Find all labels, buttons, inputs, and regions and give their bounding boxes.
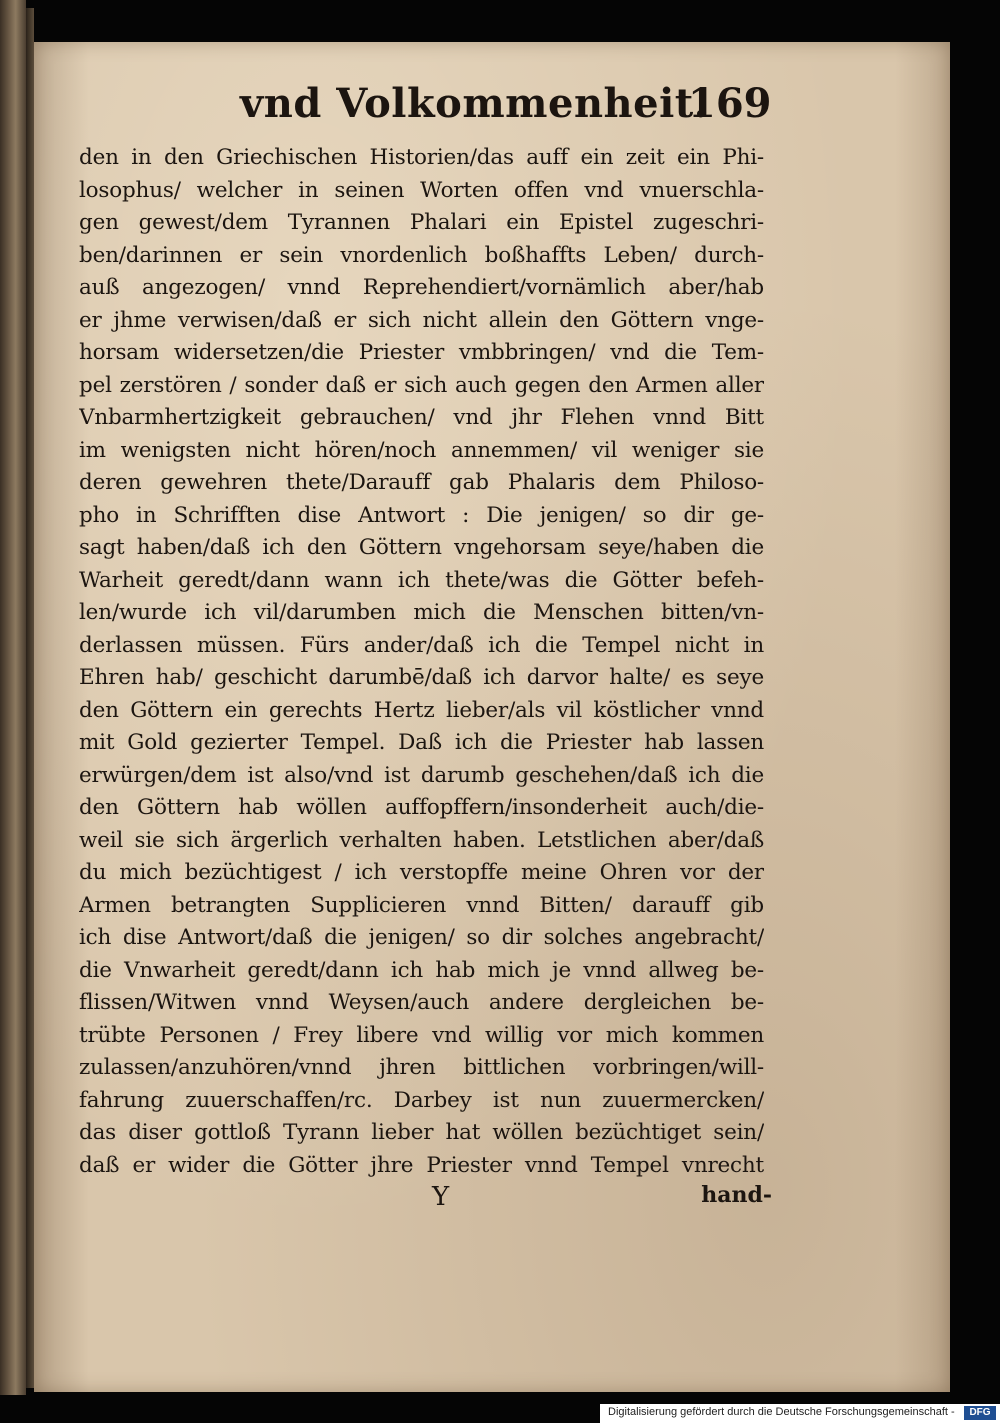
body-text (79, 142, 764, 1182)
text-line: er jhme verwisen/daß er sich nicht allein den Göttern vnge- (79, 307, 764, 333)
page-number: 169 (688, 80, 772, 127)
text-line: deren gewehren thete/Darauff gab Phalaris dem Philoso- (79, 470, 764, 495)
text-line: gen gewest/dem Tyrannen Phalari ein Epistel zugeschri- (79, 210, 764, 235)
text-line: derlassen müssen. Fürs ander/daß ich die Tempel nicht in (79, 632, 764, 658)
text-line: Armen betrangten Supplicieren vnnd Bitten/ darauff gib (79, 892, 764, 918)
text-line: fahrung zuuerschaffen/rc. Darbey ist nun zuuermercken/ (79, 1087, 764, 1113)
footer-credit: Digitalisierung gefördert durch die Deutsche Forschungsgemeinschaft - (608, 1406, 955, 1418)
text-line: den in den Griechischen Historien/das auff ein zeit ein Phi- (79, 145, 764, 170)
catchword: hand- (701, 1182, 772, 1208)
text-line: daß er wider die Götter jhre Priester vnnd Tempel vnrecht (79, 1152, 764, 1178)
text-line: pho in Schrifften dise Antwort : Die jenigen/ so dir ge- (79, 502, 764, 528)
text-line: ben/darinnen er sein vnordenlich boßhaffts Leben/ durch- (79, 242, 764, 268)
text-line: len/wurde ich vil/darumben mich die Menschen bitten/vn- (79, 600, 764, 625)
text-line: du mich bezüchtigest / ich verstopffe meine Ohren vor der (79, 860, 764, 885)
text-line: ich dise Antwort/daß die jenigen/ so dir solches angebracht/ (79, 925, 764, 950)
text-line: Ehren hab/ geschicht darumbē/daß ich darvor halte/ es seye (79, 665, 764, 690)
text-line: trübte Personen / Frey libere vnd willig vor mich kommen (79, 1022, 764, 1048)
book-page (34, 42, 950, 1392)
text-line: das diser gottloß Tyrann lieber hat wöllen bezüchtiget sein/ (79, 1120, 764, 1145)
text-line: den Göttern hab wöllen auffopffern/insonderheit auch/die- (79, 795, 764, 820)
running-header: vnd Volkommenheit. (240, 80, 709, 127)
text-line: losophus/ welcher in seinen Worten offen vnd vnuerschla- (79, 177, 764, 203)
text-line: mit Gold gezierter Tempel. Daß ich die Priester hab lassen (79, 730, 764, 755)
text-line: weil sie sich ärgerlich verhalten haben. Letstlichen aber/daß (79, 827, 764, 853)
text-line: zulassen/anzuhören/vnnd jhren bittlichen vorbringen/will- (79, 1055, 764, 1080)
footer-bar (600, 1404, 1000, 1423)
text-line: Vnbarmhertzigkeit gebrauchen/ vnd jhr Flehen vnnd Bitt (79, 405, 764, 430)
book-spine-edge (26, 8, 34, 1388)
text-line: im wenigsten nicht hören/noch annemmen/ vil weniger sie (79, 437, 764, 463)
text-line: flissen/Witwen vnnd Weysen/auch andere dergleichen be- (79, 990, 764, 1015)
book-spine (0, 0, 26, 1395)
text-line: sagt haben/daß ich den Göttern vngehorsam seye/haben die (79, 535, 764, 560)
text-line: erwürgen/dem ist also/vnd ist darumb geschehen/daß ich die (79, 762, 764, 788)
text-line: auß angezogen/ vnnd Reprehendiert/vornämlich aber/hab (79, 275, 764, 300)
dfg-logo-icon: DFG (964, 1406, 996, 1420)
text-line: pel zerstören / sonder daß er sich auch gegen den Armen aller (79, 372, 764, 398)
text-line: die Vnwarheit geredt/dann ich hab mich je vnnd allweg be- (79, 957, 764, 983)
signature-mark: Y (432, 1182, 450, 1212)
text-line: Warheit geredt/dann wann ich thete/was die Götter befeh- (79, 567, 764, 593)
text-line: horsam widersetzen/die Priester vmbbringen/ vnd die Tem- (79, 340, 764, 365)
text-line: den Göttern ein gerechts Hertz lieber/als vil köstlicher vnnd (79, 697, 764, 723)
